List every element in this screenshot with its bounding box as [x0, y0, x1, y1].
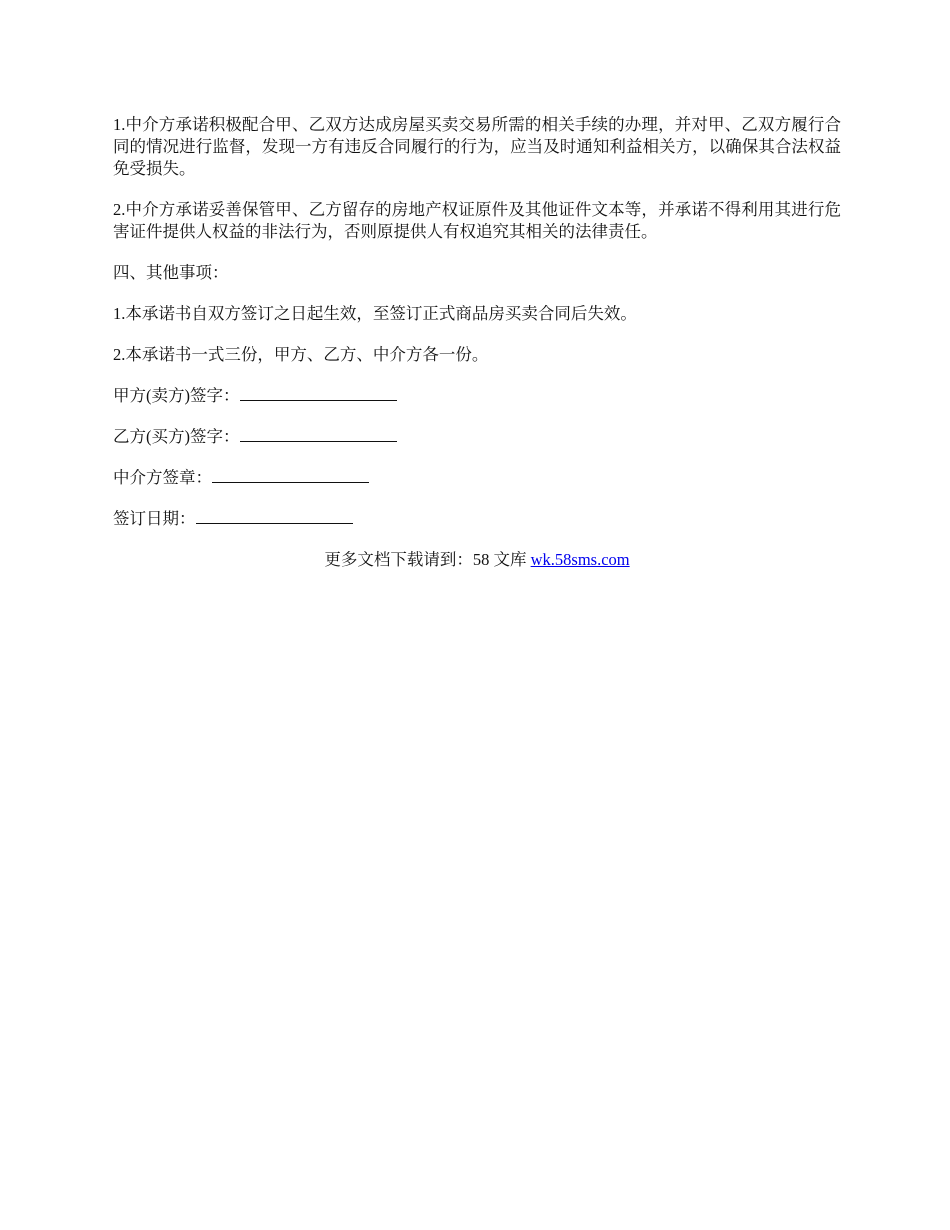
- clause-other-1: 1.本承诺书自双方签订之日起生效，至签订正式商品房买卖合同后失效。: [113, 304, 637, 323]
- signature-party-b: [113, 426, 841, 448]
- section-heading-other: 四、其他事项：: [113, 263, 229, 282]
- signature-agent-blank: [212, 468, 369, 483]
- signature-party-b-label: 乙方(买方)签字：: [113, 427, 240, 446]
- footer-prefix: 更多文档下载请到：58 文库: [324, 550, 531, 569]
- signature-party-a-blank: [240, 386, 397, 401]
- signature-date-blank: [196, 509, 353, 524]
- signature-date-label: 签订日期：: [113, 509, 196, 528]
- signature-party-a: [113, 385, 841, 407]
- signature-date: [113, 508, 841, 530]
- signature-agent: [113, 467, 841, 489]
- signature-party-b-blank: [240, 427, 397, 442]
- signature-agent-label: 中介方签章：: [113, 468, 212, 487]
- clause-other-2: 2.本承诺书一式三份，甲方、乙方、中介方各一份。: [113, 345, 489, 364]
- clause-agent-1: 1.中介方承诺积极配合甲、乙双方达成房屋买卖交易所需的相关手续的办理，并对甲、乙双方履行合同的情况进行监督，发现一方有违反合同履行的行为，应当及时通知利益相关方，以确保其合法权益免受损失。: [113, 115, 841, 178]
- signature-party-a-label: 甲方(卖方)签字：: [113, 386, 240, 405]
- clause-agent-2: 2.中介方承诺妥善保管甲、乙方留存的房地产权证原件及其他证件文本等，并承诺不得利用其进行危害证件提供人权益的非法行为，否则原提供人有权追究其相关的法律责任。: [113, 200, 841, 241]
- footer-download-note: [113, 549, 841, 571]
- footer-link[interactable]: wk.58sms.com: [530, 550, 630, 569]
- document-page: [113, 114, 841, 571]
